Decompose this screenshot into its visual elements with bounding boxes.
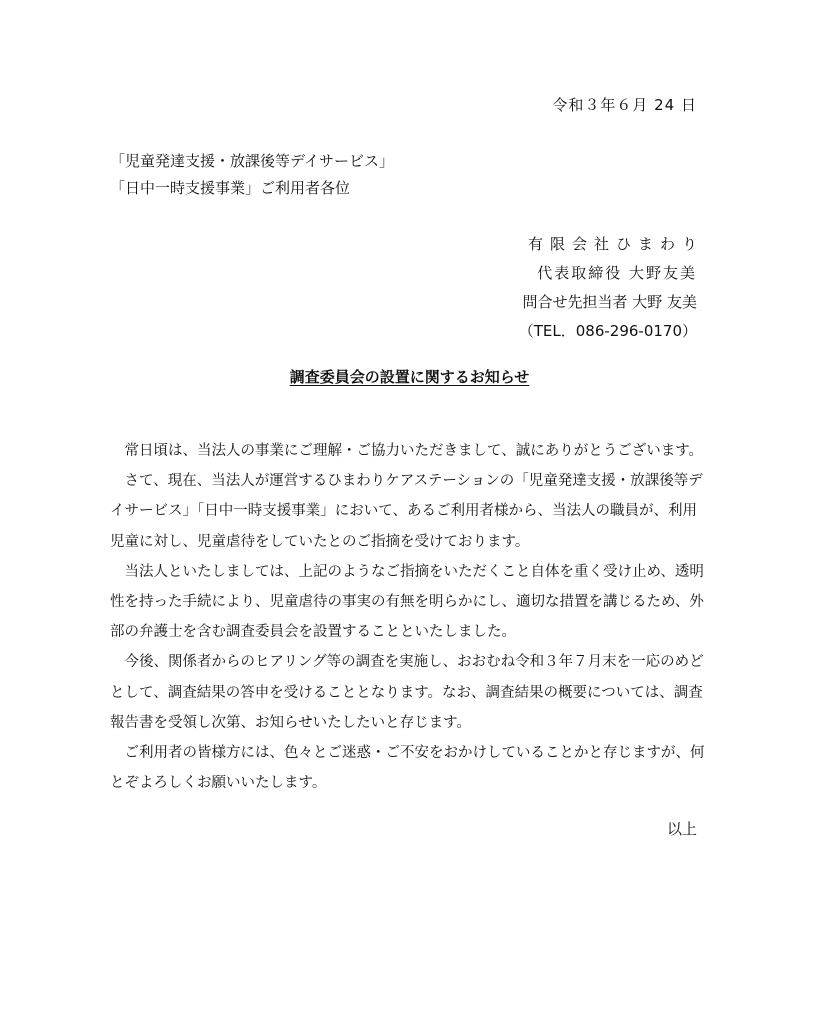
recipients-block [110, 148, 394, 202]
letter-title [0, 366, 819, 387]
sender-representative: 代表取締役 大野友美 [537, 264, 697, 282]
sender-block [518, 230, 704, 346]
body-paragraph: 今後、関係者からのヒアリング等の調査を実施し、おおむね令和３年７月末を一応のめどとして、調査結果の答申を受けることとなります。なお、調査結果の概要については、調査報告書を受領し次第、お知らせいたしたいと存じます。 [110, 654, 704, 731]
recipient-line: 「児童発達支援・放課後等デイサービス」 [110, 152, 394, 170]
body-paragraph: さて、現在、当法人が運営するひまわりケアステーションの「児童発達支援・放課後等デイサービス」「日中一時支援事業」において、あるご利用者様から、当法人の職員が、利用児童に対し、児童虐待をしていたとのご指摘を受けております。 [110, 473, 703, 550]
letter-body [110, 436, 710, 798]
letter-date: 令和３年６月 24 日 [552, 96, 697, 114]
sender-company: 有限会社ひまわり [527, 235, 704, 253]
body-paragraph: 常日頃は、当法人の事業にご理解・ご協力いただきまして、誠にありがとうございます。 [124, 443, 704, 459]
sender-tel: （TEL．086-296-0170） [518, 322, 697, 340]
body-paragraph: 当法人といたしましては、上記のようなご指摘をいただくこと自体を重く受け止め、透明性を持った手続により、児童虐待の事実の有無を明らかにし、適切な措置を講じるため、外部の弁護士を含む調査委員会を設置することといたしました。 [110, 563, 704, 641]
body-paragraph: ご利用者の皆様方には、色々とご迷惑・ご不安をおかけしていることかと存じますが、何とぞよろしくお願いいたします。 [110, 745, 705, 792]
letter-closing: 以上 [666, 820, 697, 838]
recipient-line: 「日中一時支援事業」ご利用者各位 [110, 179, 351, 197]
letter-title-text: 調査委員会の設置に関するお知らせ [289, 368, 530, 386]
sender-contact: 問合せ先担当者 大野 友美 [522, 293, 697, 311]
